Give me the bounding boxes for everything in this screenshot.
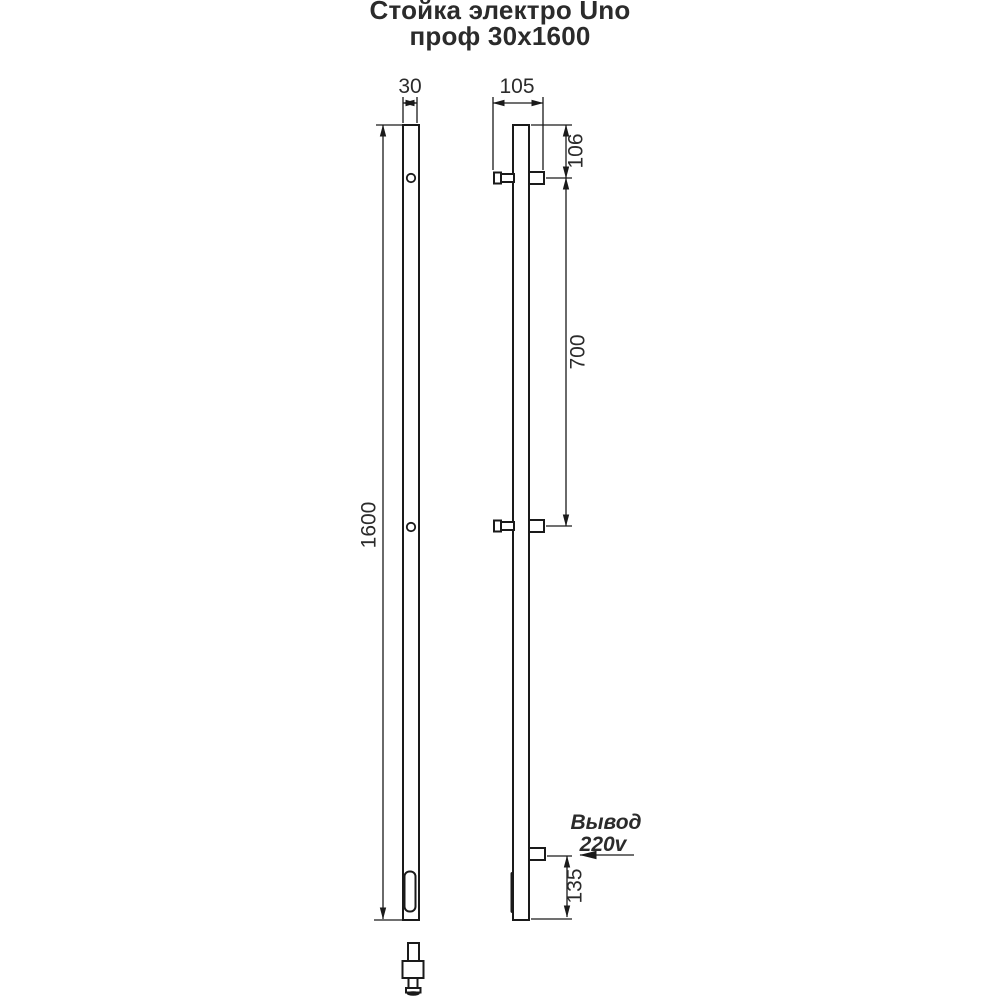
drawing-title-line2: проф 30x1600	[409, 21, 591, 51]
top-bracket-boss	[529, 172, 544, 184]
heating-element-tip	[407, 991, 420, 996]
bottom-heating-element	[403, 943, 424, 996]
rail-spacing-dim-label: 700	[566, 334, 590, 370]
side-profile-outline	[513, 125, 529, 920]
side-view	[494, 125, 545, 920]
side-control-slot	[511, 872, 515, 913]
power-label-line1: Вывод	[570, 811, 642, 834]
depth-dim-label: 105	[499, 75, 535, 98]
heating-element-stem-bottom	[409, 978, 418, 989]
middle-bracket-cap	[494, 521, 501, 532]
front-view	[403, 125, 424, 996]
height-dim-label: 1600	[357, 501, 381, 549]
top-offset-dim-label: 106	[564, 133, 588, 169]
outlet-height-dim-label: 135	[563, 868, 587, 904]
heating-element-body	[403, 961, 424, 978]
side-dimensions	[493, 75, 590, 919]
middle-bracket-boss	[529, 520, 544, 532]
top-bracket-cap	[494, 173, 501, 184]
power-label-line2: 220v	[579, 833, 627, 856]
front-control-slot	[405, 872, 416, 912]
drawing-title-line1: Стойка электро Uno	[369, 0, 631, 25]
power-annotation	[570, 811, 641, 856]
width-dim-label: 30	[398, 75, 422, 98]
heating-element-stem-top	[408, 943, 419, 962]
power-outlet-box	[529, 848, 545, 860]
